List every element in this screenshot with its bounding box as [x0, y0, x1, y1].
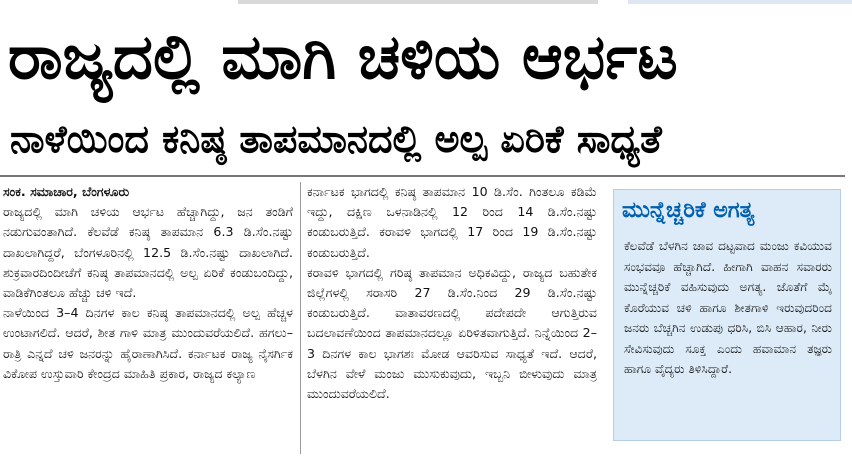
paragraph: ರಾಜ್ಯದಲ್ಲಿ ಮಾಗಿ ಚಳಿಯ ಆರ್ಭಟ ಹೆಚ್ಚಾಗಿದ್ದು, ಜನ ತಂಡಿಗೆ ನಡುಗುವಂತಾಗಿದೆ. ಕೆಲವೆಡೆ ಕನಿಷ್ಠ ತಾಪಮಾನ 6.3 ಡಿ.ಸೆಂ.ನಷ್ಟು ದಾಖಲಾಗಿದ್ದರೆ, ಬೆಂಗಳೂರಿನಲ್ಲಿ 12.5 ಡಿ.ಸೆಂ.ನಷ್ಟು ದಾಖಲಾಗಿದೆ. ಶುಕ್ರವಾರದಿಂದೀಚೆಗೆ ಕನಿಷ್ಠ ತಾಪಮಾನದಲ್ಲಿ ಅಲ್ಪ ಏರಿಕೆ ಕಂಡುಬಂದಿದ್ದು, ವಾಡಿಕೆಗಿಂತಲೂ ಹೆಚ್ಚು ಚಳಿ ಇದೆ. [3, 204, 293, 301]
top-strip-gray-band [238, 0, 598, 4]
warning-sidebox [613, 189, 841, 441]
article-column-1 [3, 182, 293, 384]
paragraph: ಕರ್ನಾಟಕ ಭಾಗದಲ್ಲಿ ಕನಿಷ್ಠ ತಾಪಮಾನ 10 ಡಿ.ಸೆಂ. ಗಿಂತಲೂ ಕಡಿಮೆ ಇದ್ದು, ದಕ್ಷಿಣ ಒಳನಾಡಿನಲ್ಲಿ 12 ರಿಂದ 14 ಡಿ.ಸೆಂ.ನಷ್ಟು ಕಂಡುಬರುತ್ತಿದೆ. ಕರಾವಳಿ ಭಾಗದಲ್ಲಿ 17 ರಿಂದ 19 ಡಿ.ಸೆಂ.ನಷ್ಟು ಕಂಡುಬರುತ್ತಿದೆ. [307, 184, 597, 260]
sidebox-body: ಕೆಲವೆಡೆ ಬೆಳಗಿನ ಜಾವ ದಟ್ಟವಾದ ಮಂಜು ಕವಿಯುವ ಸಂಭವವೂ ಹೆಚ್ಚಾಗಿದೆ. ಹೀಗಾಗಿ ವಾಹನ ಸವಾರರು ಮುನ್ನೆಚ್ಚರಿಕೆ ವಹಿಸುವುದು ಅಗತ್ಯ. ಜೊತೆಗೆ ಮೈ ಕೊರೆಯುವ ಚಳಿ ಹಾಗೂ ಶೀತಗಾಳಿ ಇರುವುದರಿಂದ ಜನರು ಬೆಚ್ಚಗಿನ ಉಡುಪು ಧರಿಸಿ, ಬಿಸಿ ಆಹಾರ, ನೀರು ಸೇವಿಸುವುದು ಸೂಕ್ತ ಎಂದು ಹವಾಮಾನ ತಜ್ಞರು ಹಾಗೂ ವೈದ್ಯರು ತಿಳಿಸಿದ್ದಾರೆ. [624, 239, 832, 376]
top-strip-blue-band [628, 0, 852, 4]
right-edge [845, 175, 852, 459]
column-separator [300, 182, 301, 454]
divider-rule [0, 175, 852, 177]
headline: ರಾಜ್ಯದಲ್ಲಿ ಮಾಗಿ ಚಳಿಯ ಆರ್ಭಟ [8, 20, 678, 93]
dateline: ಸಂಕ. ಸಮಾಚಾರ, ಬೆಂಗಳೂರು [3, 184, 130, 199]
paragraph: ಕರಾವಳಿ ಭಾಗದಲ್ಲಿ ಗರಿಷ್ಠ ತಾಪಮಾನ ಅಧಿಕವಿದ್ದು, ರಾಜ್ಯದ ಬಹುತೇಕ ಜಿಲ್ಲೆಗಳಲ್ಲಿ ಸರಾಸರಿ 27 ಡಿ.ಸೆಂ.ನಿಂದ 29 ಡಿ.ಸೆಂ.ನಷ್ಟು ಕಂಡುಬರುತ್ತಿದೆ. ವಾತಾವರಣದಲ್ಲಿ ಪದೇಪದೇ ಆಗುತ್ತಿರುವ ಬದಲಾವಣೆಯಿಂದ ತಾಪಮಾನದಲ್ಲೂ ಏರಿಳಿತವಾಗುತ್ತಿದೆ. ನಿನ್ನೆಯಿಂದ 2–3 ದಿನಗಳ ಕಾಲ ಭಾಗಶಃ ಮೋಡ ಆವರಿಸುವ ಸಾಧ್ಯತೆ ಇದೆ. ಆದರೆ, ಬೆಳಗಿನ ವೇಳೆ ಮಂಜು ಮುಸುಕುವುದು, ಇಬ್ಬನಿ ಬೀಳುವುದು ಮಾತ್ರ ಮುಂದುವರೆಯಲಿದೆ. [307, 264, 597, 402]
subheadline: ನಾಳೆಯಿಂದ ಕನಿಷ್ಠ ತಾಪಮಾನದಲ್ಲಿ ಅಲ್ಪ ಏರಿಕೆ ಸಾಧ್ಯತೆ [10, 117, 662, 161]
top-strip [0, 0, 852, 6]
paragraph: ನಾಳೆಯಿಂದ 3–4 ದಿನಗಳ ಕಾಲ ಕನಿಷ್ಠ ತಾಪಮಾನದಲ್ಲಿ ಅಲ್ಪ ಹೆಚ್ಚಳ ಉಂಟಾಗಲಿದೆ. ಆದರೆ, ಶೀತ ಗಾಳಿ ಮಾತ್ರ ಮುಂದುವರೆಯಲಿದೆ. ಹಗಲು–ರಾತ್ರಿ ಎನ್ನದೆ ಚಳಿ ಜನರನ್ನು ಹೈರಾಣಾಗಿಸಿದೆ. ಕರ್ನಾಟಕ ರಾಜ್ಯ ನೈಸರ್ಗಿಕ ವಿಕೋಪ ಉಸ್ತುವಾರಿ ಕೇಂದ್ರದ ಮಾಹಿತಿ ಪ್ರಕಾರ, ರಾಜ್ಯದ ಕಲ್ಯಾಣ [3, 305, 293, 381]
sidebox-title: ಮುನ್ನೆಚ್ಚರಿಕೆ ಅಗತ್ಯ [622, 198, 755, 223]
article-column-2 [307, 182, 597, 404]
